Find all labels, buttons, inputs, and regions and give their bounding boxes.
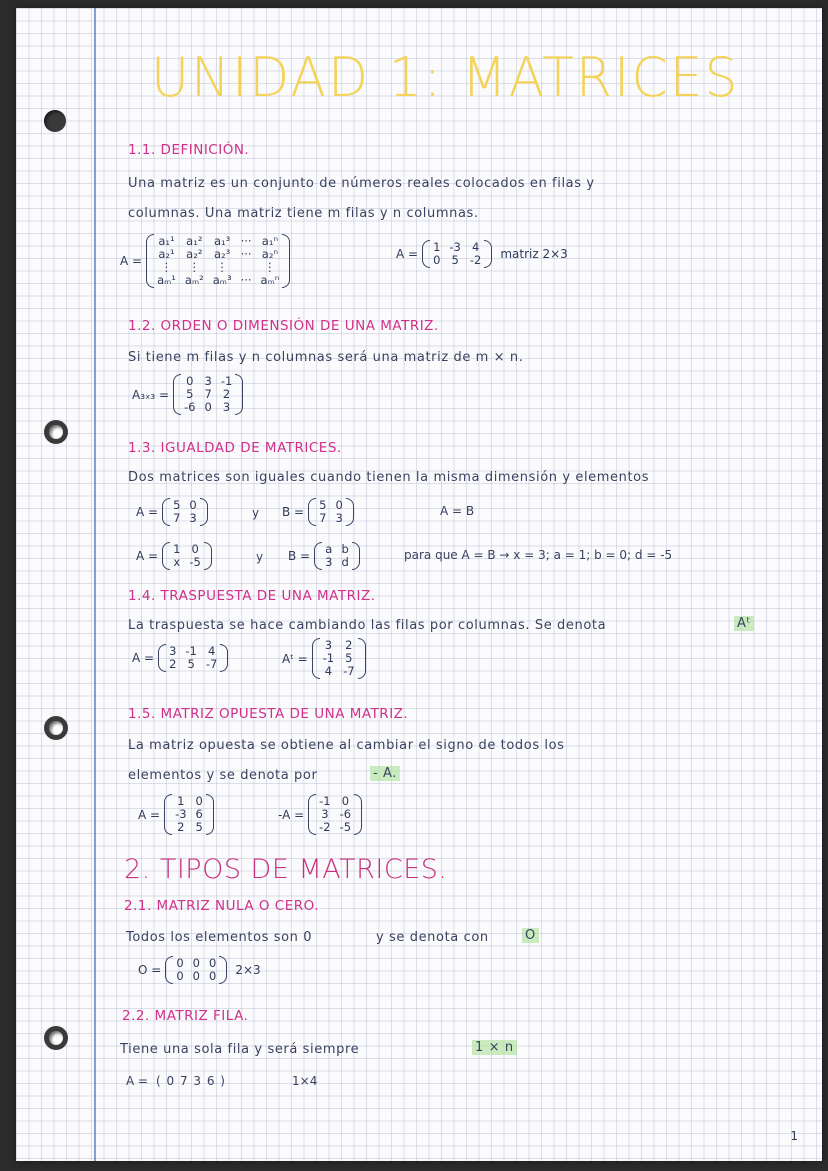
opuesta-line-1: La matriz opuesta se obtiene al cambiar el signo de todos los <box>128 738 565 753</box>
matrix-entry: -3 <box>449 240 461 254</box>
definition-line-1: Una matriz es un conjunto de números reales colocados en filas y <box>128 176 595 191</box>
matrix-entry: 0 <box>433 253 441 267</box>
matrix-dimension: matriz 2×3 <box>500 247 568 261</box>
matrix-entry: a₁¹ <box>158 234 175 248</box>
matrix-entry: 6 <box>195 807 203 821</box>
matrix-entry: -6 <box>184 400 196 414</box>
matrix-entry: 1 <box>433 240 441 254</box>
matrix-entry: -7 <box>205 657 218 671</box>
matrix-entry: 0 <box>195 794 203 808</box>
section-heading-orden: 1.2. ORDEN O DIMENSIÓN DE UNA MATRIZ. <box>128 318 439 334</box>
matrix-entry: aₘⁿ <box>260 273 280 287</box>
matrix-entry: ··· <box>240 247 252 261</box>
matrix-entry: 3 <box>325 555 333 569</box>
matrix-entry: ⋮ <box>188 260 201 274</box>
matrix-entry: 3 <box>222 400 231 414</box>
page-title: UNIDAD 1: MATRICES <box>151 46 740 110</box>
conjunction: y <box>256 550 264 564</box>
matrix-entries <box>170 498 200 526</box>
notebook-page <box>16 8 822 1161</box>
matrix-entry: 3 <box>321 807 329 821</box>
matrix-entry: a₂² <box>186 247 203 261</box>
matrix-entry: 4 <box>324 664 333 678</box>
matrix-entry: 0 <box>192 969 200 983</box>
section-heading-igualdad: 1.3. IGUALDAD DE MATRICES. <box>128 440 342 456</box>
matrix-entry: 0 <box>208 969 217 983</box>
matrix-label: A₃ₓ₃ = <box>132 387 170 402</box>
example-matrix-3x3 <box>132 374 243 415</box>
binder-hole <box>44 1026 68 1050</box>
opposite-matrix-a <box>138 794 214 835</box>
matrix-entry: 0 <box>176 956 184 970</box>
matrix-entry: 0 <box>189 498 197 512</box>
section-heading-definicion: 1.1. DEFINICIÓN. <box>128 142 250 158</box>
matrix-entry: 4 <box>207 644 216 658</box>
matrix-entry: -1 <box>185 644 197 658</box>
row-notation: 1 × n <box>472 1040 517 1055</box>
matrix-entry: aₘ³ <box>212 273 232 287</box>
matrix-entry: 0 <box>335 498 343 512</box>
matrix-entry: 7 <box>173 511 181 525</box>
matrix-entry: -1 <box>220 374 233 388</box>
matrix-entries <box>316 794 354 835</box>
general-matrix <box>120 234 290 288</box>
matrix-entry: 3 <box>204 374 212 388</box>
matrix-entry: a <box>325 542 333 556</box>
matrix-entries <box>322 542 352 570</box>
matrix-entry: 2 <box>345 638 353 652</box>
matrix-entries <box>181 374 235 415</box>
matrix-entry: 7 <box>204 387 212 401</box>
matrix-entry: 0 <box>192 956 200 970</box>
matrix-entry: 5 <box>195 820 203 834</box>
section-heading-nula: 2.1. MATRIZ NULA O CERO. <box>124 898 319 914</box>
transpose-matrix-at <box>282 638 366 679</box>
matrix-entry: ⋮ <box>264 260 276 274</box>
matrix-entry: 0 <box>208 956 217 970</box>
matrix-entry: 5 <box>187 657 195 671</box>
matrix-entry: a₁ⁿ <box>261 234 279 248</box>
matrix-entry: 7 <box>319 511 327 525</box>
matrix-entry: a₁³ <box>214 234 231 248</box>
matrix-entry: -1 <box>322 651 335 665</box>
equality-condition: para que A = B → x = 3; a = 1; b = 0; d = -5 <box>404 548 673 562</box>
zero-notation: O <box>522 928 539 943</box>
matrix-label: A = <box>136 505 159 519</box>
matrix-entry: -7 <box>343 664 355 678</box>
matrix-entries <box>316 498 346 526</box>
igualdad-line-1: Dos matrices son iguales cuando tienen la misma dimensión y elementos <box>128 470 650 485</box>
matrix-entry: -3 <box>175 807 187 821</box>
matrix-entry: 5 <box>173 498 181 512</box>
matrix-entry: ··· <box>240 234 252 248</box>
equality-result: A = B <box>440 504 475 518</box>
opposite-matrix-neg-a <box>278 794 362 835</box>
page-number: 1 <box>790 1129 798 1143</box>
matrix-entries <box>320 638 358 679</box>
matrix-entry: 3 <box>169 644 177 658</box>
matrix-entry: 3 <box>335 511 343 525</box>
matrix-entries <box>172 794 206 835</box>
nula-line-1b: y se denota con <box>376 930 489 945</box>
matrix-entry: x <box>173 555 181 569</box>
definition-line-2: columnas. Una matriz tiene m filas y n columnas. <box>128 206 479 221</box>
matrix-entry: a₂¹ <box>158 247 175 261</box>
opuesta-line-2: elementos y se denota por <box>128 768 318 783</box>
conjunction: y <box>252 506 260 520</box>
matrix-entry: -2 <box>469 253 482 267</box>
opposite-notation: - A. <box>370 766 400 781</box>
matrix-entry: 2 <box>169 657 177 671</box>
transpose-notation: Aᵗ <box>734 616 754 631</box>
row-matrix: ( 0 7 3 6 ) <box>156 1074 226 1088</box>
matrix-entry: 0 <box>176 969 184 983</box>
binder-hole <box>44 716 68 740</box>
matrix-label: A = <box>136 549 159 563</box>
nula-line-1: Todos los elementos son 0 <box>126 930 313 945</box>
matrix-label: A = <box>132 651 155 665</box>
traspuesta-line-1: La traspuesta se hace cambiando las filas por columnas. Se denota <box>128 618 607 633</box>
matrix-entry: -6 <box>339 807 352 821</box>
row-matrix-dimension: 1×4 <box>292 1074 318 1088</box>
matrix-entries <box>173 956 219 984</box>
matrix-entry: 3 <box>324 638 333 652</box>
matrix-label: A = <box>138 807 161 822</box>
matrix-entry: ⋮ <box>160 260 173 274</box>
orden-line-1: Si tiene m filas y n columnas será una matriz de m × n. <box>128 350 524 365</box>
equality-matrix-b <box>282 498 354 526</box>
section-heading-fila: 2.2. MATRIZ FILA. <box>122 1008 249 1024</box>
matrix-entry: -2 <box>319 820 331 834</box>
matrix-entries <box>430 240 484 268</box>
matrix-entry: b <box>341 542 349 556</box>
equality-matrix-b2 <box>288 542 360 570</box>
zero-matrix <box>138 956 261 984</box>
section-heading-opuesta: 1.5. MATRIZ OPUESTA DE UNA MATRIZ. <box>128 706 409 722</box>
matrix-entries <box>170 542 204 570</box>
matrix-entry: 0 <box>191 542 199 556</box>
matrix-entry: 2 <box>177 820 185 834</box>
matrix-entry: 1 <box>177 794 185 808</box>
matrix-entry: 5 <box>186 387 194 401</box>
fila-line-1: Tiene una sola fila y será siempre <box>120 1042 360 1057</box>
matrix-entry: a₂ⁿ <box>261 247 279 261</box>
matrix-entry: 2 <box>222 387 231 401</box>
matrix-entry: 4 <box>471 240 480 254</box>
matrix-entry: ··· <box>240 273 252 287</box>
matrix-entry: aₘ² <box>184 273 204 287</box>
matrix-entry: 0 <box>204 400 212 414</box>
matrix-entry: a₁² <box>186 234 203 248</box>
row-matrix-label: A = <box>126 1074 149 1088</box>
section-heading-tipos: 2. TIPOS DE MATRICES. <box>124 854 448 885</box>
matrix-entry: 0 <box>341 794 350 808</box>
matrix-label: -A = <box>278 807 305 822</box>
matrix-entry: 0 <box>186 374 194 388</box>
matrix-label: B = <box>282 505 305 519</box>
matrix-label: A = <box>396 247 419 261</box>
matrix-entry: -1 <box>319 794 331 808</box>
matrix-label: B = <box>288 549 311 563</box>
matrix-dimension: 2×3 <box>235 963 261 977</box>
matrix-entry: 1 <box>173 542 181 556</box>
example-matrix-2x3 <box>396 240 568 268</box>
margin-line <box>94 8 96 1161</box>
binder-hole <box>44 110 66 132</box>
matrix-label: A = <box>120 254 143 268</box>
matrix-entry: -5 <box>339 820 352 834</box>
matrix-label: O = <box>138 963 162 977</box>
matrix-entries <box>154 234 282 288</box>
equality-matrix-a <box>136 498 208 526</box>
section-heading-traspuesta: 1.4. TRASPUESTA DE UNA MATRIZ. <box>128 588 376 604</box>
matrix-entry: ⋮ <box>216 260 228 274</box>
transpose-matrix-a <box>132 644 228 672</box>
matrix-entry: a₂³ <box>214 247 231 261</box>
equality-matrix-a2 <box>136 542 212 570</box>
binder-hole <box>44 420 68 444</box>
matrix-entry: 3 <box>189 511 197 525</box>
matrix-label: Aᵗ = <box>282 651 308 666</box>
matrix-entry: 5 <box>451 253 459 267</box>
matrix-entries <box>166 644 220 672</box>
matrix-entry: 5 <box>319 498 327 512</box>
matrix-entry: -5 <box>189 555 201 569</box>
matrix-entry: aₘ¹ <box>157 273 176 287</box>
matrix-entry: d <box>341 555 349 569</box>
matrix-entry: 5 <box>345 651 353 665</box>
